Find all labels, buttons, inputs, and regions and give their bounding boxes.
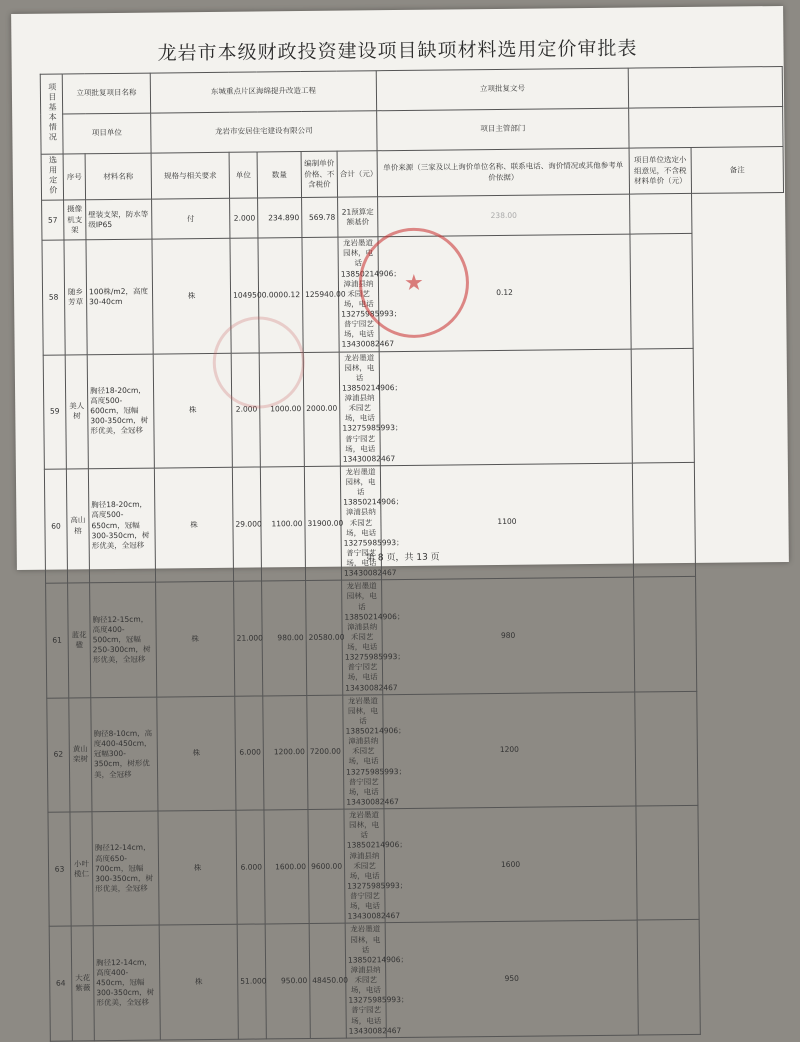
faint-seal bbox=[212, 316, 305, 409]
table-row bbox=[46, 576, 789, 698]
row-remark bbox=[637, 920, 700, 1035]
row-unit-price: 1600.00 bbox=[264, 809, 309, 924]
row-total: 2000.00 bbox=[303, 352, 340, 467]
row-source: 21预算定额基价 bbox=[338, 197, 378, 237]
row-approved: 950 bbox=[385, 920, 638, 1037]
row-total: 48450.00 bbox=[309, 923, 346, 1038]
row-material-name: 蓝花楹 bbox=[68, 583, 91, 698]
row-spec: 胸径8-10cm，高度400-450cm，冠幅300-350cm，树形优美，全冠移 bbox=[91, 697, 158, 812]
row-spec: 胸径12-15cm，高度400-500cm，冠幅250-300cm，树形优美，全冠移 bbox=[90, 582, 157, 697]
row-spec: 壁装支架，防水等级IP65 bbox=[86, 199, 152, 240]
row-unit-price: 980.00 bbox=[262, 581, 307, 696]
row-spec: 100株/m2，高度30-40cm bbox=[86, 239, 153, 354]
document-title: 龙岩市本级财政投资建设项目缺项材料选用定价审批表 bbox=[157, 37, 638, 65]
project-unit-value: 龙岩市安居住宅建设有限公司 bbox=[151, 111, 377, 153]
row-remark bbox=[634, 577, 697, 692]
row-material-name: 美人树 bbox=[65, 354, 88, 469]
row-total: 9600.00 bbox=[308, 809, 345, 924]
row-seq: 57 bbox=[42, 200, 64, 240]
row-remark bbox=[635, 691, 698, 806]
row-unit-price: 1200.00 bbox=[263, 695, 308, 810]
row-seq: 62 bbox=[47, 698, 70, 813]
row-unit: 株 bbox=[158, 810, 237, 925]
row-source: 龙岩墨道园林，电话13850214906； 漳浦县纳禾园艺场，电话13275985993； 普宁园艺场，电话13430082467 bbox=[338, 237, 379, 352]
header-source: 单价来源（三家及以上询价单位名称、联系电话、询价情况或其他参考单价依据） bbox=[377, 148, 629, 197]
page-footer: 第 8 页，共 13 页 bbox=[365, 552, 440, 564]
row-seq: 63 bbox=[48, 812, 71, 927]
row-seq: 59 bbox=[43, 355, 66, 470]
table-row bbox=[48, 804, 791, 926]
table-row bbox=[43, 347, 786, 469]
row-seq: 58 bbox=[42, 240, 65, 355]
document-page bbox=[11, 6, 789, 1036]
row-material-name: 摄像机支架 bbox=[64, 200, 86, 240]
row-spec: 胸径18-20cm，高度500-650cm，冠幅300-350cm，树形优美，全冠移 bbox=[88, 468, 155, 583]
row-material-name: 大花紫薇 bbox=[71, 926, 94, 1041]
row-qty: 1049500.000 bbox=[230, 238, 259, 353]
header-spec: 规格与相关要求 bbox=[151, 152, 229, 199]
row-source: 龙岩墨道园林，电话13850214906； 漳浦县纳禾园艺场，电话13275985993； 普宁园艺场，电话13430082467 bbox=[345, 923, 386, 1038]
row-total: 569.78 bbox=[302, 197, 338, 237]
project-name-value: 东城重点片区海绵提升改造工程 bbox=[150, 71, 376, 113]
row-source: 龙岩墨道园林，电话13850214906； 漳浦县纳禾园艺场，电话13275985993； 普宁园艺场，电话13430082467 bbox=[344, 809, 385, 924]
project-name-label: 立项批复项目名称 bbox=[62, 73, 150, 114]
row-approved: 238.00 bbox=[378, 194, 630, 237]
header-row bbox=[41, 146, 783, 200]
header-material: 材料名称 bbox=[85, 153, 151, 200]
row-unit: 付 bbox=[152, 198, 230, 239]
header-unit: 单位 bbox=[229, 152, 257, 198]
row-total: 125940.00 bbox=[302, 237, 339, 352]
row-unit: 株 bbox=[159, 925, 238, 1040]
row-approved: 980 bbox=[382, 577, 635, 694]
row-unit: 株 bbox=[156, 582, 235, 697]
row-unit: 株 bbox=[153, 353, 232, 468]
table-row bbox=[49, 919, 792, 1041]
row-approved bbox=[379, 349, 632, 466]
table-row bbox=[47, 690, 790, 812]
row-unit-price: 950.00 bbox=[265, 924, 310, 1039]
row-spec: 胸径18-20cm，高度500-600cm，冠幅300-350cm，树形优美，全冠移 bbox=[87, 354, 154, 469]
row-approved: 1200 bbox=[383, 692, 636, 809]
row-approved: 0.12 bbox=[378, 234, 631, 351]
row-unit: 株 bbox=[152, 238, 231, 353]
row-qty: 21.000 bbox=[234, 581, 263, 696]
row-source: 龙岩墨道园林，电话13850214906； 漳浦县纳禾园艺场，电话13275985993； 普宁园艺场，电话13430082467 bbox=[343, 694, 384, 809]
header-qty: 数量 bbox=[257, 152, 301, 199]
row-remark bbox=[630, 234, 693, 349]
row-material-name: 黄山栾树 bbox=[69, 697, 92, 812]
row-source: 龙岩墨道园林，电话13850214906； 漳浦县纳禾园艺场，电话13275985993； 普宁园艺场，电话13430082467 bbox=[339, 351, 380, 466]
authority-value bbox=[629, 106, 783, 148]
header-approved: 项目单位选定小组意见，不含税材料单价（元） bbox=[629, 147, 691, 194]
side-label-selection: 选用定价 bbox=[41, 154, 63, 200]
row-unit-price: 1000.00 bbox=[259, 352, 304, 467]
row-unit-price: 0.12 bbox=[258, 238, 303, 353]
row-unit: 株 bbox=[157, 696, 236, 811]
row-total: 7200.00 bbox=[307, 695, 344, 810]
header-seq: 序号 bbox=[63, 154, 85, 200]
row-seq: 60 bbox=[44, 469, 67, 584]
row-total: 31900.00 bbox=[304, 466, 341, 581]
row-spec: 胸径12-14cm，高度650-700cm，冠幅300-350cm，树形优美，全冠移 bbox=[92, 811, 159, 926]
row-approved: 1600 bbox=[384, 806, 637, 923]
row-source: 龙岩墨道园林，电话13850214906； 漳浦县纳禾园艺场，电话13275985993； 普宁园艺场，电话13430082467 bbox=[342, 580, 383, 695]
row-material-name: 小叶榄仁 bbox=[70, 812, 93, 927]
row-remark bbox=[630, 194, 692, 235]
authority-label: 项目主管部门 bbox=[377, 108, 629, 151]
row-material-name: 随乡芳草 bbox=[64, 240, 87, 355]
row-unit-price: 1100.00 bbox=[260, 466, 305, 581]
row-unit-price: 234.890 bbox=[258, 198, 302, 238]
company-seal: ★ bbox=[358, 227, 469, 338]
row-material-name: 高山榕 bbox=[66, 469, 89, 584]
row-qty: 2.000 bbox=[230, 198, 258, 238]
approval-number-label: 立项批复文号 bbox=[376, 68, 628, 111]
row-qty: 6.000 bbox=[236, 810, 265, 925]
row-seq: 61 bbox=[46, 583, 69, 698]
row-qty: 2.000 bbox=[231, 352, 260, 467]
row-qty: 29.000 bbox=[232, 467, 261, 582]
header-total: 合计（元） bbox=[337, 151, 377, 198]
side-label-project: 项目基本情况 bbox=[40, 74, 63, 154]
row-remark bbox=[631, 348, 694, 463]
row-source: 龙岩墨道园林，电话13850214906； 漳浦县纳禾园艺场，电话13275985993； 普宁园艺场，电话13430082467 bbox=[340, 466, 381, 581]
approval-number-value bbox=[628, 66, 782, 108]
row-qty: 51.000 bbox=[237, 924, 266, 1039]
row-total: 20580.00 bbox=[306, 580, 343, 695]
row-spec: 胸径12-14cm，高度400-450cm，冠幅300-350cm，树形优美，全冠移 bbox=[93, 925, 160, 1040]
project-unit-label: 项目单位 bbox=[63, 113, 151, 154]
row-remark bbox=[636, 805, 699, 920]
row-approved: 1100 bbox=[380, 463, 633, 580]
row-qty: 6.000 bbox=[235, 696, 264, 811]
row-seq: 64 bbox=[49, 926, 72, 1041]
header-unit-price: 编制单价价格、不含税价 bbox=[301, 151, 337, 197]
row-unit: 株 bbox=[154, 467, 233, 582]
header-remark: 备注 bbox=[691, 146, 783, 193]
